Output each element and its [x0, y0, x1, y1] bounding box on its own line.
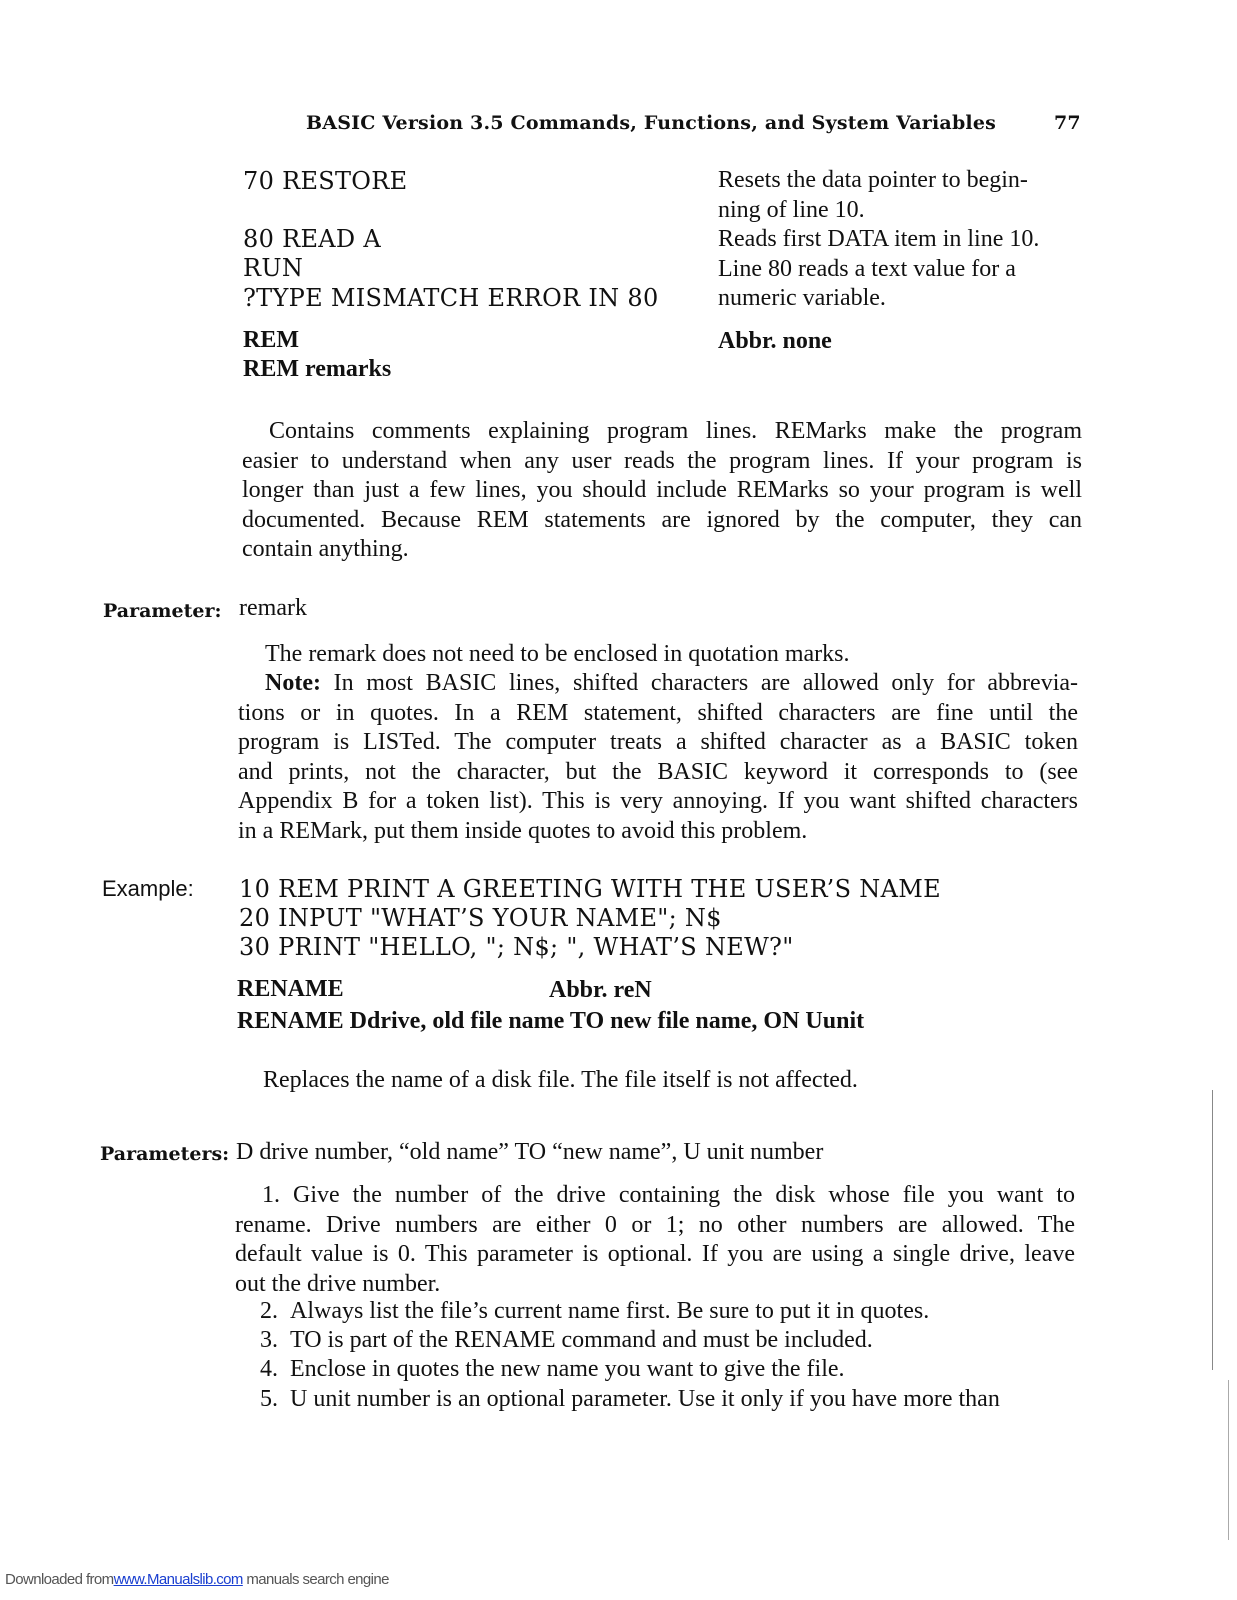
- footer-prefix: Downloaded from: [5, 1571, 114, 1588]
- list-item: [260, 1356, 845, 1383]
- paragraph-line: program is LISTed. The computer treats a shifted character as a BASIC token: [238, 729, 1078, 755]
- command-heading-rem: REM: [243, 327, 299, 353]
- list-item-number: 4.: [260, 1356, 278, 1382]
- list-item: [260, 1327, 873, 1354]
- paragraph-line: Contains comments explaining program lines. REMarks make the program: [269, 418, 1082, 444]
- paragraph-line: 1. Give the number of the drive containing the disk whose file you want to: [262, 1182, 1075, 1208]
- paragraph-line: contain anything.: [242, 536, 409, 562]
- list-item-number: 3.: [260, 1327, 278, 1353]
- code-note: Reads first DATA item in line 10.: [718, 226, 1040, 252]
- code-note: Resets the data pointer to begin-: [718, 167, 1028, 193]
- example-code-line: 30 PRINT "HELLO, "; N$; ", WHAT’S NEW?": [239, 933, 794, 961]
- paragraph-line: documented. Because REM statements are ignored by the computer, they can: [242, 506, 1082, 533]
- code-line: RUN: [243, 254, 304, 282]
- command-syntax-rename: RENAME Ddrive, old file name TO new file name, ON Uunit: [237, 1008, 865, 1034]
- command-abbr-rem: Abbr. none: [718, 328, 832, 354]
- note-label: Note:: [265, 670, 321, 696]
- paragraph-line: easier to understand when any user reads the program lines. If your program is: [242, 447, 1082, 474]
- paragraph-line: [238, 669, 1078, 699]
- paragraph-line: tions or in quotes. In a REM statement, shifted characters are fine until the: [238, 699, 1078, 726]
- scan-edge-line: [1228, 1380, 1229, 1540]
- example-code-line: 20 INPUT "WHAT’S YOUR NAME"; N$: [239, 904, 722, 932]
- rename-description: Replaces the name of a disk file. The file itself is not affected.: [263, 1067, 858, 1093]
- example-label: Example:: [102, 876, 194, 901]
- paragraph-line: longer than just a few lines, you should include REMarks so your program is well: [242, 477, 1082, 503]
- paragraph-line: and prints, not the character, but the BASIC keyword it corresponds to (see: [238, 758, 1078, 785]
- paragraph-line: out the drive number.: [235, 1270, 441, 1297]
- running-header-title: BASIC Version 3.5 Commands, Functions, and System Variables: [306, 112, 997, 134]
- code-note: Line 80 reads a text value for a: [718, 256, 1016, 282]
- parameter-note: The remark does not need to be enclosed in quotation marks.: [265, 641, 850, 667]
- manualslib-link[interactable]: www.Manualslib.com: [113, 1571, 243, 1588]
- list-item-text: Always list the file’s current name first. Be sure to put it in quotes.: [290, 1298, 930, 1324]
- command-heading-rename: RENAME: [237, 976, 344, 1002]
- rem-note: [238, 669, 1078, 846]
- paragraph-line: Appendix B for a token list). This is very annoying. If you want shifted characters: [238, 788, 1078, 814]
- list-item: [260, 1386, 1000, 1413]
- page-number: 77: [1054, 112, 1081, 134]
- list-item-text: Enclose in quotes the new name you want to give the file.: [290, 1356, 845, 1382]
- scan-edge-line: [1212, 1090, 1213, 1370]
- example-code-line: 10 REM PRINT A GREETING WITH THE USER’S NAME: [239, 875, 941, 903]
- command-abbr-rename: Abbr. reN: [549, 977, 652, 1003]
- parameter-value: remark: [239, 595, 307, 621]
- rem-description: [242, 417, 1082, 565]
- list-item-number: 2.: [260, 1298, 278, 1324]
- list-item-number: 5.: [260, 1386, 278, 1412]
- code-line: 70 RESTORE: [243, 167, 408, 195]
- paragraph-line: rename. Drive numbers are either 0 or 1; no other numbers are allowed. The: [235, 1211, 1075, 1238]
- command-syntax-rem: REM remarks: [243, 356, 392, 382]
- code-line: ?TYPE MISMATCH ERROR IN 80: [243, 284, 659, 312]
- paragraph-line: in a REMark, put them inside quotes to avoid this problem.: [238, 817, 808, 844]
- note-line-text: In most BASIC lines, shifted characters are allowed only for abbrevia-: [333, 670, 1079, 696]
- code-note: ning of line 10.: [718, 197, 865, 223]
- download-footer: [5, 1571, 389, 1588]
- footer-suffix: manuals search engine: [246, 1571, 389, 1588]
- list-item: [260, 1298, 929, 1325]
- parameters-label: Parameters:: [100, 1143, 230, 1165]
- parameters-value: D drive number, “old name” TO “new name”, U unit number: [236, 1139, 824, 1165]
- code-line: 80 READ A: [243, 225, 381, 253]
- rename-item-1: [235, 1181, 1075, 1299]
- paragraph-line: default value is 0. This parameter is optional. If you are using a single drive, leave: [235, 1241, 1075, 1267]
- list-item-text: U unit number is an optional parameter. Use it only if you have more than: [290, 1386, 1000, 1412]
- code-note: numeric variable.: [718, 285, 886, 311]
- parameter-label: Parameter:: [103, 600, 222, 622]
- list-item-text: TO is part of the RENAME command and must be included.: [290, 1327, 873, 1353]
